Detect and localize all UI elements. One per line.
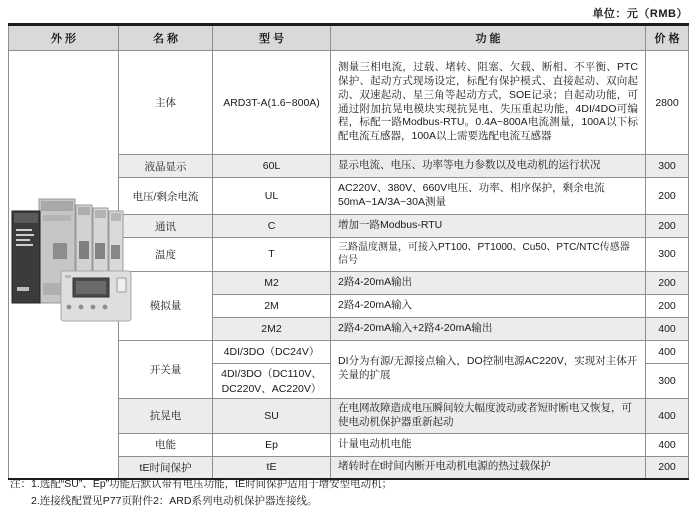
- function-cell: 在电网故障造成电压瞬间较大幅度波动或者短时断电又恢复，可使电动机保护器重新起动: [331, 398, 646, 433]
- name-cell: 通讯: [119, 215, 213, 238]
- model-cell: M2: [213, 271, 331, 294]
- function-cell: DI分为有源/无源接点输入，DO控制电源AC220V，实现对主体开关量的扩展: [331, 340, 646, 398]
- header-price: 价 格: [646, 25, 689, 51]
- price-cell: 300: [646, 238, 689, 272]
- name-cell: 主体: [119, 51, 213, 155]
- model-cell: UL: [213, 178, 331, 215]
- name-cell: tE时间保护: [119, 456, 213, 479]
- price-cell: 200: [646, 294, 689, 317]
- name-cell: 电能: [119, 433, 213, 456]
- header-appearance: 外 形: [9, 25, 119, 51]
- price-cell: 400: [646, 398, 689, 433]
- model-cell: Ep: [213, 433, 331, 456]
- function-cell: 计量电动机电能: [331, 433, 646, 456]
- name-cell: 开关量: [119, 340, 213, 398]
- model-cell: ARD3T-A(1.6~800A): [213, 51, 331, 155]
- header-name: 名 称: [119, 25, 213, 51]
- model-cell: 4DI/3DO（DC110V、DC220V、AC220V）: [213, 363, 331, 398]
- name-cell: 温度: [119, 238, 213, 272]
- price-cell: 200: [646, 271, 689, 294]
- name-cell: 抗晃电: [119, 398, 213, 433]
- header-model: 型 号: [213, 25, 331, 51]
- name-cell: 液晶显示: [119, 155, 213, 178]
- footnote-1: 1.选配“SU”、Ep”功能后默认带有电压功能，tE时间保护适用于增安型电动机；: [31, 478, 393, 490]
- model-cell: 4DI/3DO（DC24V）: [213, 340, 331, 363]
- function-cell: 堵转时在t时间内断开电动机电源的热过载保护: [331, 456, 646, 479]
- function-cell: 增加一路Modbus-RTU: [331, 215, 646, 238]
- function-cell: AC220V、380V、660V电压、功率、相序保护，剩余电流50mA~1A/3A~30A测量: [331, 178, 646, 215]
- price-cell: 400: [646, 340, 689, 363]
- product-photo: [9, 185, 119, 345]
- model-cell: tE: [213, 456, 331, 479]
- header-function: 功 能: [331, 25, 646, 51]
- name-cell: 电压/剩余电流: [119, 178, 213, 215]
- model-cell: C: [213, 215, 331, 238]
- price-cell: 300: [646, 363, 689, 398]
- model-cell: SU: [213, 398, 331, 433]
- name-cell: 模拟量: [119, 271, 213, 340]
- footnote-2: 2.连接线配置见P77页附件2：ARD系列电动机保护器连接线。: [31, 495, 318, 507]
- function-cell: 2路4-20mA输入+2路4-20mA输出: [331, 317, 646, 340]
- price-cell: 300: [646, 155, 689, 178]
- footnote-marker: 注：: [10, 478, 31, 490]
- price-cell: 400: [646, 317, 689, 340]
- spec-price-table: [8, 23, 689, 480]
- header-row: [9, 25, 689, 51]
- price-cell: 200: [646, 178, 689, 215]
- function-cell: 2路4-20mA输出: [331, 271, 646, 294]
- footnotes: [10, 476, 392, 510]
- product-photo-illustration: [9, 185, 137, 345]
- price-cell: 400: [646, 433, 689, 456]
- unit-label: 单位：元（RMB）: [592, 8, 688, 20]
- model-cell: 60L: [213, 155, 331, 178]
- function-cell: 测量三相电流，过载、堵转、阻塞、欠载、断相、不平衡、PTC保护、起动方式现场设定，标配有保护模式、直接起动、双向起动、双速起动、星三角等起动方式，SOE记录；自起动功能，可通过附加抗晃电模块实现抗晃电、失压重起功能，4DI/4DO可编程，标配一路Modbus-RTU。0.4A~800A电流测量，100A以下标配电流互感器，100A以上需要选配电流互感器: [331, 51, 646, 155]
- function-cell: 显示电流、电压、功率等电力参数以及电动机的运行状况: [331, 155, 646, 178]
- price-cell: 200: [646, 215, 689, 238]
- function-cell: 2路4-20mA输入: [331, 294, 646, 317]
- function-cell: 三路温度测量，可接入PT100、PT1000、Cu50、PTC/NTC传感器信号: [331, 238, 646, 272]
- model-cell: 2M2: [213, 317, 331, 340]
- product-photo-cell: [9, 51, 119, 480]
- price-cell: 200: [646, 456, 689, 479]
- price-cell: 2800: [646, 51, 689, 155]
- table-row: [9, 51, 689, 155]
- model-cell: T: [213, 238, 331, 272]
- model-cell: 2M: [213, 294, 331, 317]
